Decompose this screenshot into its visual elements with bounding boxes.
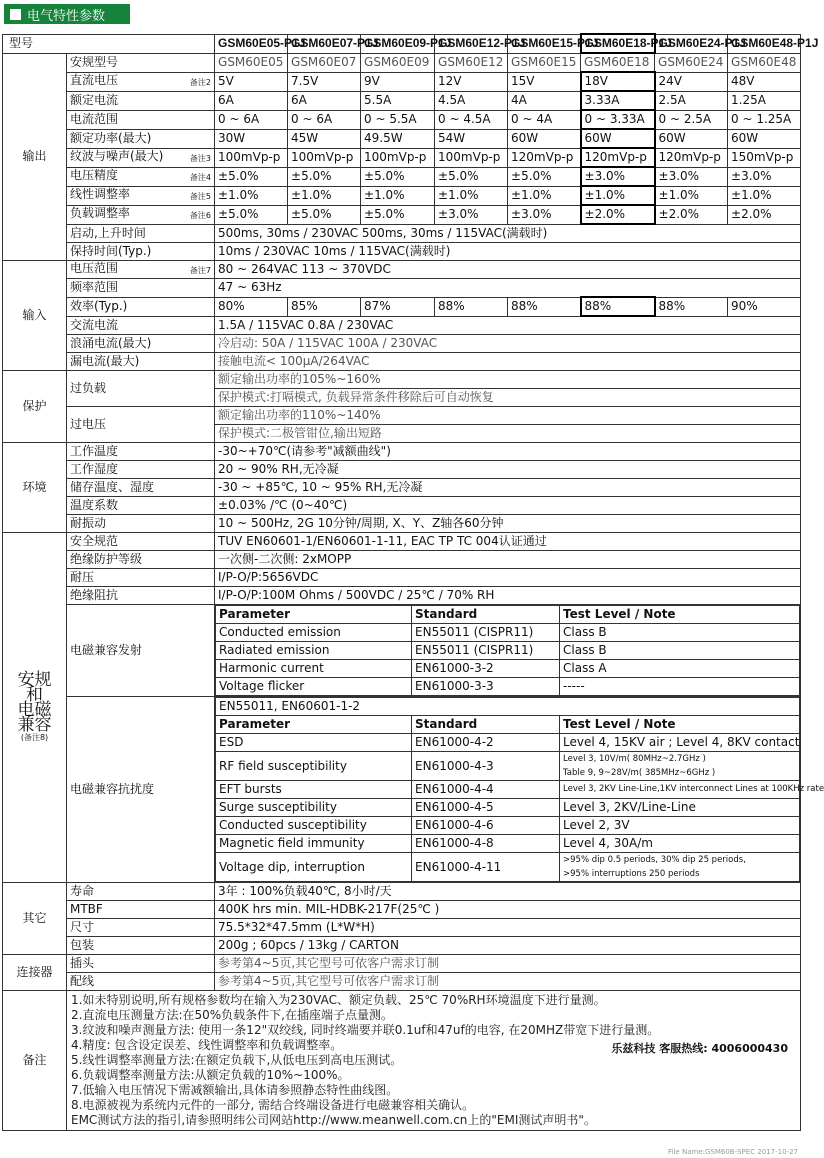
table-row xyxy=(216,678,800,696)
value-cell: 100mVp-p xyxy=(215,148,288,167)
row-label xyxy=(67,72,215,91)
table-cell: ----- xyxy=(560,678,800,696)
value-cell: 3.33A xyxy=(581,91,655,110)
row-label-text: 工作温度 xyxy=(70,444,119,458)
value-cell: 参考第4~5页,其它型号可依客户需求订制 xyxy=(215,955,801,973)
emission-container xyxy=(215,605,801,697)
value-cell: ±3.0% xyxy=(581,167,655,186)
value-cell: 200g ; 60pcs / 13kg / CARTON xyxy=(215,937,801,955)
row-label xyxy=(67,167,215,186)
value-cell: ±3.0% xyxy=(435,205,508,224)
value-cell: 7.5V xyxy=(288,72,361,91)
row-note: 备注6 xyxy=(189,211,212,220)
remark-line: 5.线性调整率测量方法:在额定负载下,从低电压到高电压测试。 xyxy=(71,1053,403,1067)
row-label xyxy=(67,261,215,279)
table-cell: EN61000-3-3 xyxy=(412,678,560,696)
value-cell: 60W xyxy=(655,129,728,148)
value-cell: 80 ~ 264VAC 113 ~ 370VDC xyxy=(215,261,801,279)
section-remarks: 备注 xyxy=(3,991,67,1131)
value-cell: 15V xyxy=(508,72,581,91)
remarks-notes xyxy=(67,991,801,1131)
table-row xyxy=(216,624,800,642)
value-cell: 4.5A xyxy=(435,91,508,110)
section-env: 环境 xyxy=(3,443,67,533)
row-label xyxy=(67,515,215,533)
row-label xyxy=(67,497,215,515)
value-cell: 保护模式:二极管钳位,输出短路 xyxy=(215,425,801,443)
value-cell: 接触电流< 100μA/264VAC xyxy=(215,353,801,371)
table-row xyxy=(216,642,800,660)
hotline: 乐兹科技 客服热线: 4006000430 xyxy=(611,1042,788,1055)
value-cell: ±1.0% xyxy=(361,186,435,205)
table-cell: RF field susceptibility xyxy=(216,752,412,781)
row-label-text: 交流电流 xyxy=(70,317,119,332)
row-label xyxy=(67,551,215,569)
column-header: Test Level / Note xyxy=(560,716,800,734)
value-cell: 47 ~ 63Hz xyxy=(215,279,801,298)
row-label-text: 尺寸 xyxy=(70,920,95,934)
row-label-text: 负载调整率 xyxy=(70,206,131,220)
table-cell: EN61000-4-11 xyxy=(412,853,560,882)
value-cell: 88% xyxy=(508,297,581,316)
section-header-title: 电气特性参数 xyxy=(27,8,106,24)
value-cell: 45W xyxy=(288,129,361,148)
value-cell: 60W xyxy=(728,129,801,148)
table-cell: Level 3, 2KV/Line-Line xyxy=(560,799,800,817)
value-cell: 18V xyxy=(581,72,655,91)
value-cell: 参考第4~5页,其它型号可依客户需求订制 xyxy=(215,973,801,991)
section-safety-line: 和 xyxy=(26,684,43,705)
table-cell: Conducted susceptibility xyxy=(216,817,412,835)
value-cell: 0 ~ 5.5A xyxy=(361,110,435,129)
row-label xyxy=(67,461,215,479)
row-label-text: 绝缘防护等级 xyxy=(70,552,143,566)
table-cell: Voltage flicker xyxy=(216,678,412,696)
value-cell: ±5.0% xyxy=(288,167,361,186)
row-label xyxy=(67,297,215,316)
row-label xyxy=(67,371,215,407)
value-cell: 75.5*32*47.5mm (L*W*H) xyxy=(215,919,801,937)
value-cell: 10 ~ 500Hz, 2G 10分钟/周期, X、Y、Z轴各60分钟 xyxy=(215,515,801,533)
table-cell: Magnetic field immunity xyxy=(216,835,412,853)
value-cell: ±0.03% /℃ (0~40℃) xyxy=(215,497,801,515)
row-label-text: 耐压 xyxy=(70,570,95,584)
model-name: GSM60E07-P1J xyxy=(288,34,361,53)
value-cell: 88% xyxy=(435,297,508,316)
value-cell: 85% xyxy=(288,297,361,316)
table-cell: Level 4, 30A/m xyxy=(560,835,800,853)
value-cell: I/P-O/P:5656VDC xyxy=(215,569,801,587)
remark-line: 1.如未特别说明,所有规格参数均在输入为230VAC、额定负载、25℃ 70%RH环境温度下进行量测。 xyxy=(71,993,606,1007)
row-note: 备注2 xyxy=(189,78,212,87)
section-header xyxy=(4,4,130,24)
value-cell: GSM60E18 xyxy=(581,53,655,72)
column-header: Standard xyxy=(412,716,560,734)
remark-line: 7.低输入电压情况下需减额输出,具体请参照静态特性曲线图。 xyxy=(71,1083,399,1097)
value-cell: -30~+70℃(请参考"减额曲线") xyxy=(215,443,801,461)
row-label-text: 额定功率(最大) xyxy=(70,131,152,145)
value-cell: 500ms, 30ms / 230VAC 500ms, 30ms / 115VAC(满载时) xyxy=(215,224,801,243)
value-cell: 400K hrs min. MIL-HDBK-217F(25℃ ) xyxy=(215,901,801,919)
row-label-text: 耐振动 xyxy=(70,516,107,530)
value-cell: 保护模式:打嗝模式, 负载异常条件移除后可自动恢复 xyxy=(215,389,801,407)
table-cell: Harmonic current xyxy=(216,660,412,678)
table-cell: Class B xyxy=(560,624,800,642)
table-row xyxy=(216,752,800,781)
emc-standard: EN55011, EN60601-1-2 xyxy=(216,698,800,716)
table-row xyxy=(216,734,800,752)
table-cell: Surge susceptibility xyxy=(216,799,412,817)
value-cell: ±1.0% xyxy=(728,186,801,205)
value-cell: 80% xyxy=(215,297,288,316)
row-label-text: 直流电压 xyxy=(70,73,119,87)
row-label xyxy=(67,353,215,371)
value-cell: ±5.0% xyxy=(361,205,435,224)
table-cell: EN61000-4-8 xyxy=(412,835,560,853)
value-cell: 10ms / 230VAC 10ms / 115VAC(满载时) xyxy=(215,243,801,261)
value-cell: ±1.0% xyxy=(288,186,361,205)
row-label-text: 纹波与噪声(最大) xyxy=(70,149,164,163)
value-cell: 0 ~ 1.25A xyxy=(728,110,801,129)
row-label xyxy=(67,110,215,129)
value-cell: 88% xyxy=(655,297,728,316)
remark-line: 2.直流电压测量方法:在50%负载条件下,在插座端子点量测。 xyxy=(71,1008,393,1022)
remark-line: 4.精度: 包含设定误差、线性调整率和负载调整率。 xyxy=(71,1038,343,1052)
model-name: GSM60E48-P1J xyxy=(728,34,801,53)
table-cell: EN55011 (CISPR11) xyxy=(412,624,560,642)
value-cell: I/P-O/P:100M Ohms / 500VDC / 25℃ / 70% RH xyxy=(215,587,801,605)
model-name: GSM60E24-P1J xyxy=(655,34,728,53)
row-label-text: 频率范围 xyxy=(70,280,119,295)
value-cell: 0 ~ 4.5A xyxy=(435,110,508,129)
row-label xyxy=(67,443,215,461)
column-header: Standard xyxy=(412,606,560,624)
row-label xyxy=(67,129,215,148)
value-cell: ±5.0% xyxy=(361,167,435,186)
row-label-text: 漏电流(最大) xyxy=(70,354,140,368)
row-label: 电磁兼容抗扰度 xyxy=(67,697,215,883)
table-row xyxy=(216,781,800,799)
value-cell: 额定输出功率的105%~160% xyxy=(215,371,801,389)
value-cell: 3年 : 100%负载40℃, 8小时/天 xyxy=(215,883,801,901)
section-safety-note: (备注8) xyxy=(20,732,49,742)
value-cell: ±1.0% xyxy=(508,186,581,205)
row-label xyxy=(67,587,215,605)
row-label-text: 过负载 xyxy=(70,381,107,395)
row-label xyxy=(67,279,215,298)
row-label-text: 插头 xyxy=(70,956,95,970)
value-cell: 87% xyxy=(361,297,435,316)
table-cell: EN61000-4-2 xyxy=(412,734,560,752)
section-input: 输入 xyxy=(3,261,67,371)
value-cell: 6A xyxy=(215,91,288,110)
row-label-text: 线性调整率 xyxy=(70,187,131,201)
value-cell: 1.25A xyxy=(728,91,801,110)
table-cell: Class A xyxy=(560,660,800,678)
table-cell: Voltage dip, interruption xyxy=(216,853,412,882)
row-label xyxy=(67,937,215,955)
section-connector: 连接器 xyxy=(3,955,67,991)
row-label-text: 寿命 xyxy=(70,884,95,898)
value-cell: 5V xyxy=(215,72,288,91)
row-label-text: 电压精度 xyxy=(70,168,119,182)
immunity-table xyxy=(215,697,824,882)
row-label xyxy=(67,533,215,551)
row-label xyxy=(67,186,215,205)
value-cell: 冷启动: 50A / 115VAC 100A / 230VAC xyxy=(215,335,801,353)
value-cell: 4A xyxy=(508,91,581,110)
value-cell: ±5.0% xyxy=(288,205,361,224)
value-cell: ±1.0% xyxy=(215,186,288,205)
value-cell: 54W xyxy=(435,129,508,148)
table-row xyxy=(216,853,800,882)
row-label-text: 温度系数 xyxy=(70,498,119,512)
value-cell: 24V xyxy=(655,72,728,91)
value-cell: 5.5A xyxy=(361,91,435,110)
table-cell: EN61000-4-4 xyxy=(412,781,560,799)
model-name: GSM60E15-P1J xyxy=(508,34,581,53)
model-name: GSM60E05-P1J xyxy=(215,34,288,53)
value-cell: 100mVp-p xyxy=(435,148,508,167)
row-label-text: 储存温度、湿度 xyxy=(70,480,155,494)
value-cell: 60W xyxy=(581,129,655,148)
row-label-text: 配线 xyxy=(70,974,95,988)
row-label-text: 电流范围 xyxy=(70,112,119,126)
value-cell: 额定输出功率的110%~140% xyxy=(215,407,801,425)
row-label-text: 效率(Typ.) xyxy=(70,299,128,313)
section-safety-line: 安规 xyxy=(17,669,52,690)
row-label xyxy=(67,407,215,443)
value-cell: 49.5W xyxy=(361,129,435,148)
value-cell: ±3.0% xyxy=(508,205,581,224)
value-cell: GSM60E12 xyxy=(435,53,508,72)
value-cell: 90% xyxy=(728,297,801,316)
value-cell: ±3.0% xyxy=(728,167,801,186)
file-name: File Name:GSM60B-SPEC 2017-10-27 xyxy=(668,1148,798,1156)
row-label xyxy=(67,243,215,261)
value-cell: ±1.0% xyxy=(655,186,728,205)
remark-line: EMC测试方法的指引,请参照明纬公司网站http://www.meanwell.com.cn上的"EMI测试声明书"。 xyxy=(71,1113,596,1127)
remark-line: 8.电源被视为系统内元件的一部分, 需结合终端设备进行电磁兼容相关确认。 xyxy=(71,1098,475,1112)
square-icon xyxy=(10,9,21,20)
row-label xyxy=(67,148,215,167)
row-label xyxy=(67,883,215,901)
row-label-text: MTBF xyxy=(70,902,103,916)
row-label-text: 电压范围 xyxy=(70,261,119,275)
value-cell: 1.5A / 115VAC 0.8A / 230VAC xyxy=(215,316,801,335)
value-cell: 150mVp-p xyxy=(728,148,801,167)
row-label-text: 安规型号 xyxy=(70,55,119,69)
value-cell: 120mVp-p xyxy=(508,148,581,167)
value-cell: GSM60E24 xyxy=(655,53,728,72)
column-header: Parameter xyxy=(216,606,412,624)
value-cell: 6A xyxy=(288,91,361,110)
table-cell: EN61000-4-6 xyxy=(412,817,560,835)
row-label-text: 安全规范 xyxy=(70,534,119,548)
row-label xyxy=(67,569,215,587)
row-note: 备注3 xyxy=(189,154,212,163)
row-label xyxy=(67,919,215,937)
value-cell: GSM60E15 xyxy=(508,53,581,72)
immunity-container xyxy=(215,697,824,883)
emission-table xyxy=(215,605,800,696)
row-label xyxy=(67,224,215,243)
section-safety xyxy=(3,533,67,883)
row-note: 备注4 xyxy=(189,173,212,182)
table-cell: Class B xyxy=(560,642,800,660)
row-label-text: 过电压 xyxy=(70,417,107,431)
value-cell: 一次侧-二次侧: 2xMOPP xyxy=(215,551,801,569)
column-header: Parameter xyxy=(216,716,412,734)
section-output: 输出 xyxy=(3,53,67,261)
row-label xyxy=(67,91,215,110)
column-header: Test Level / Note xyxy=(560,606,800,624)
row-note: 备注7 xyxy=(189,266,212,275)
section-protection: 保护 xyxy=(3,371,67,443)
value-cell: 0 ~ 2.5A xyxy=(655,110,728,129)
value-cell: ±2.0% xyxy=(655,205,728,224)
value-cell: 0 ~ 6A xyxy=(215,110,288,129)
value-cell: TUV EN60601-1/EN60601-1-11, EAC TP TC 004认证通过 xyxy=(215,533,801,551)
row-label-text: 绝缘阻抗 xyxy=(70,588,119,602)
section-safety-line: 电磁 xyxy=(17,699,52,720)
value-cell: ±1.0% xyxy=(435,186,508,205)
value-cell: ±5.0% xyxy=(435,167,508,186)
value-cell: GSM60E07 xyxy=(288,53,361,72)
row-label xyxy=(67,53,215,72)
table-cell: Level 3, 10V/m( 80MHz~2.7GHz ) Table 9, 9~28V/m( 385MHz~6GHz ) xyxy=(560,752,800,781)
table-cell: EN61000-4-3 xyxy=(412,752,560,781)
model-label: 型号 xyxy=(3,34,215,53)
row-label-text: 包装 xyxy=(70,938,95,952)
remark-line: 6.负载调整率测量方法:从额定负载的10%~100%。 xyxy=(71,1068,350,1082)
value-cell: ±2.0% xyxy=(581,205,655,224)
section-other: 其它 xyxy=(3,883,67,955)
value-cell: 20 ~ 90% RH,无冷凝 xyxy=(215,461,801,479)
spec-table xyxy=(2,33,824,1131)
table-cell: Conducted emission xyxy=(216,624,412,642)
model-name: GSM60E12-P1J xyxy=(435,34,508,53)
value-cell: 9V xyxy=(361,72,435,91)
value-cell: 12V xyxy=(435,72,508,91)
value-cell: ±3.0% xyxy=(655,167,728,186)
table-cell: EN55011 (CISPR11) xyxy=(412,642,560,660)
value-cell: 0 ~ 4A xyxy=(508,110,581,129)
row-label xyxy=(67,479,215,497)
value-cell: 0 ~ 3.33A xyxy=(581,110,655,129)
value-cell: 120mVp-p xyxy=(655,148,728,167)
value-cell: ±5.0% xyxy=(215,167,288,186)
value-cell: 88% xyxy=(581,297,655,316)
value-cell: -30 ~ +85℃, 10 ~ 95% RH,无冷凝 xyxy=(215,479,801,497)
row-label-text: 保持时间(Typ.) xyxy=(70,244,152,258)
value-cell: 60W xyxy=(508,129,581,148)
table-row xyxy=(216,817,800,835)
row-label xyxy=(67,973,215,991)
value-cell: 100mVp-p xyxy=(288,148,361,167)
row-label xyxy=(67,335,215,353)
table-cell: >95% dip 0.5 periods, 30% dip 25 periods, >95% interruptions 250 periods xyxy=(560,853,800,882)
value-cell: 48V xyxy=(728,72,801,91)
section-safety-line: 兼容 xyxy=(17,714,52,735)
value-cell: ±1.0% xyxy=(581,186,655,205)
value-cell: 2.5A xyxy=(655,91,728,110)
model-name: GSM60E18-P1J xyxy=(581,34,655,53)
row-note: 备注5 xyxy=(189,192,212,201)
row-label-text: 工作湿度 xyxy=(70,462,119,476)
value-cell: 120mVp-p xyxy=(581,148,655,167)
table-row xyxy=(216,835,800,853)
value-cell: 0 ~ 6A xyxy=(288,110,361,129)
row-label xyxy=(67,205,215,224)
table-cell: EFT bursts xyxy=(216,781,412,799)
table-cell: Level 2, 3V xyxy=(560,817,800,835)
row-label xyxy=(67,901,215,919)
table-cell: EN61000-3-2 xyxy=(412,660,560,678)
value-cell: ±5.0% xyxy=(508,167,581,186)
row-label: 电磁兼容发射 xyxy=(67,605,215,697)
row-label-text: 浪涌电流(最大) xyxy=(70,336,152,350)
remark-line: 3.纹波和噪声测量方法: 使用一条12"双绞线, 同时终端要并联0.1uf和47uf的电容, 在20MHZ带宽下进行量测。 xyxy=(71,1023,660,1037)
model-name: GSM60E09-P1J xyxy=(361,34,435,53)
value-cell: ±2.0% xyxy=(728,205,801,224)
table-cell: Level 4, 15KV air ; Level 4, 8KV contact xyxy=(560,734,800,752)
value-cell: 30W xyxy=(215,129,288,148)
table-row xyxy=(216,799,800,817)
row-label-text: 启动,上升时间 xyxy=(70,225,146,240)
row-label-text: 额定电流 xyxy=(70,93,119,107)
row-label xyxy=(67,316,215,335)
value-cell: 100mVp-p xyxy=(361,148,435,167)
table-cell: ESD xyxy=(216,734,412,752)
table-cell: Level 3, 2KV Line-Line,1KV interconnect Lines at 100KHz rate xyxy=(560,781,800,799)
value-cell: ±5.0% xyxy=(215,205,288,224)
value-cell: GSM60E09 xyxy=(361,53,435,72)
table-cell: EN61000-4-5 xyxy=(412,799,560,817)
value-cell: GSM60E05 xyxy=(215,53,288,72)
row-label xyxy=(67,955,215,973)
value-cell: GSM60E48 xyxy=(728,53,801,72)
table-row xyxy=(216,660,800,678)
table-cell: Radiated emission xyxy=(216,642,412,660)
